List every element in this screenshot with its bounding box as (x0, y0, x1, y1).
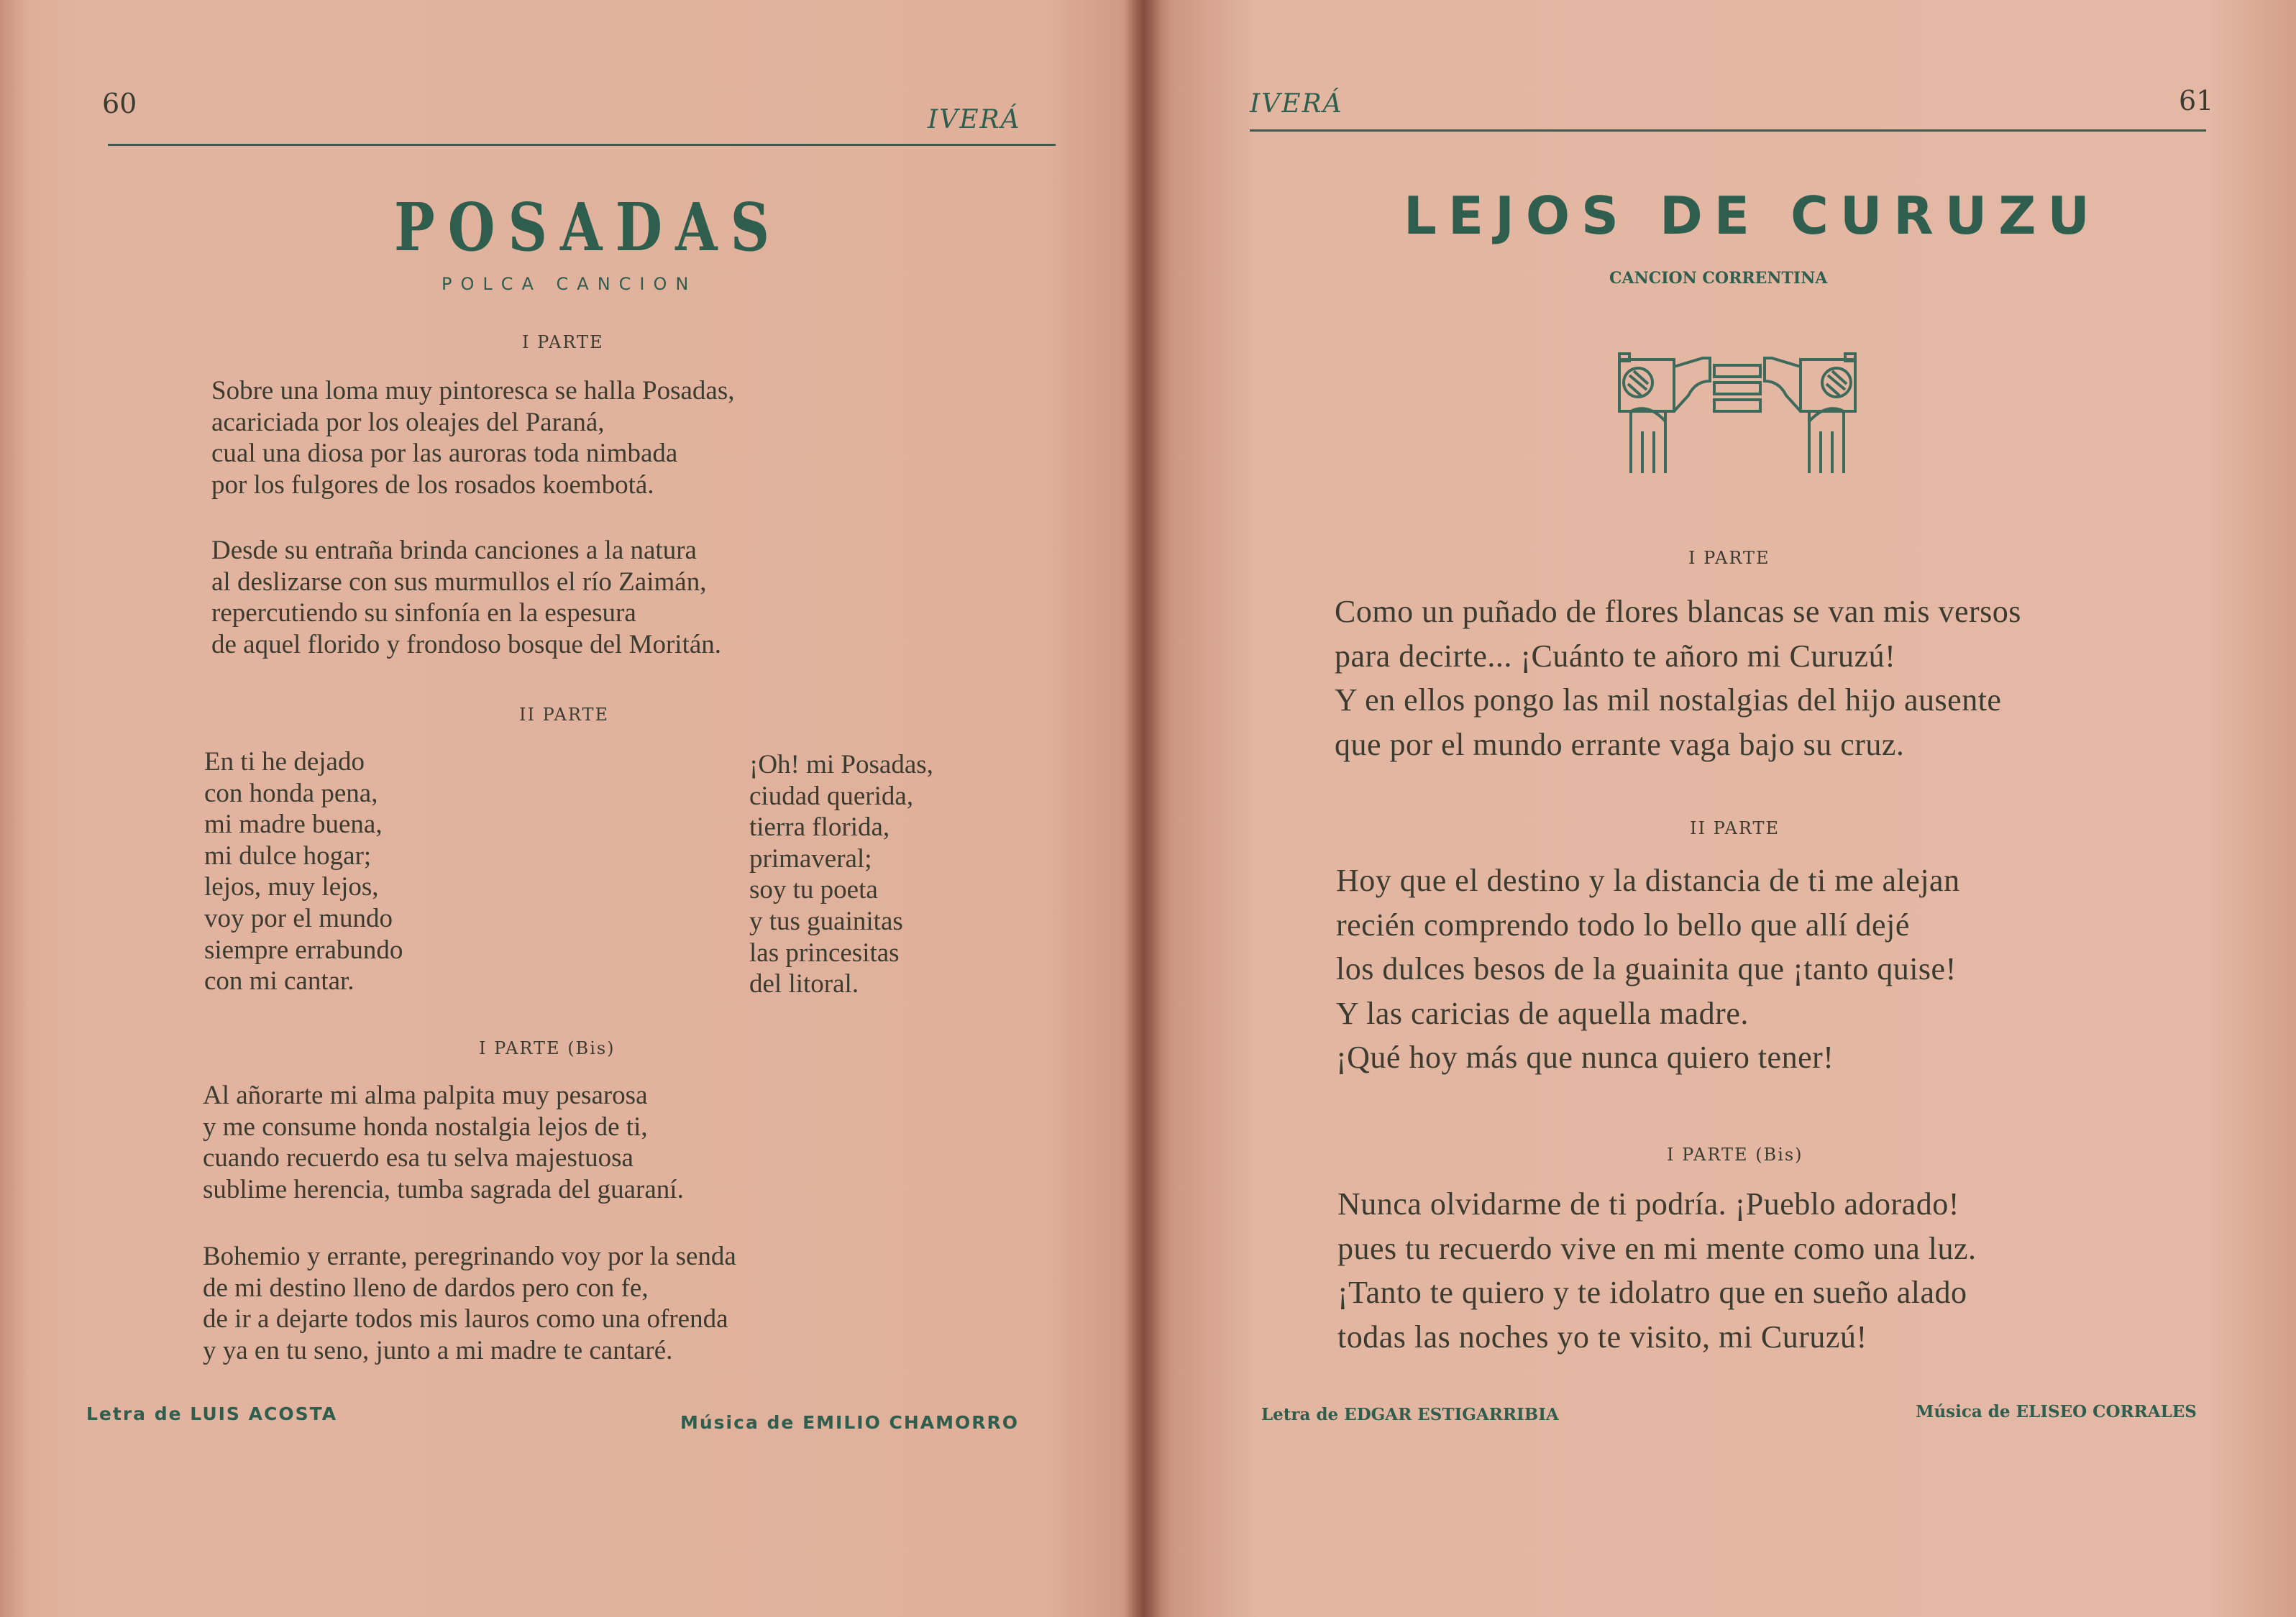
verse-line: recién comprendo todo lo bello que allí dejé (1336, 907, 1910, 943)
verse-line: ciudad querida, (749, 781, 914, 811)
header-rule (108, 144, 1056, 146)
verse-line: tierra florida, (749, 812, 890, 843)
verse-line: y me consume honda nostalgia lejos de ti, (203, 1112, 648, 1142)
stanza-column-right (749, 749, 933, 1000)
section-heading: II PARTE (519, 705, 610, 725)
section-heading: I PARTE (Bis) (1667, 1145, 1803, 1165)
verse-line: voy por el mundo (204, 903, 393, 933)
page-number: 61 (2179, 85, 2214, 116)
verse-line: sublime herencia, tumba sagrada del guaraní. (203, 1174, 684, 1204)
verse-line: los dulces besos de la guainita que ¡tanto quise! (1336, 951, 1957, 986)
verse-line: Bohemio y errante, peregrinando voy por la senda (203, 1242, 736, 1271)
stanza-column-left (204, 746, 403, 997)
verse-line: acariciada por los oleajes del Paraná, (211, 407, 605, 437)
verse-line: de ir a dejarte todos mis lauros como una ofrenda (203, 1304, 728, 1334)
verse-line: cual una diosa por las auroras toda nimbada (211, 439, 678, 469)
verse-line: de mi destino lleno de dardos pero con fe, (203, 1273, 649, 1303)
verse-line: Hoy que el destino y la distancia de ti me alejan (1336, 863, 1960, 898)
verse-line: ¡Oh! mi Posadas, (749, 750, 933, 779)
book-gutter (1125, 0, 1161, 1617)
section-heading: II PARTE (1690, 818, 1780, 838)
section-heading: I PARTE (Bis) (479, 1038, 616, 1058)
section-heading: I PARTE (1688, 548, 1770, 568)
header-rule (1250, 129, 2206, 132)
lyrics-credit: Letra de EDGAR ESTIGARRIBIA (1261, 1405, 1559, 1424)
stanza (211, 535, 721, 660)
verse-line: por los fulgores de los rosados koembotá. (211, 469, 654, 500)
verse-line: Nunca olvidarme de ti podría. ¡Pueblo adorado! (1337, 1186, 1959, 1222)
verse-line: las princesitas (749, 938, 900, 968)
verse-line: cuando recuerdo esa tu selva majestuosa (203, 1143, 634, 1173)
verse-line: ¡Qué hoy más que nunca quiero tener! (1336, 1040, 1834, 1075)
verse-line: ¡Tanto te quiero y te idolatro que en sueño alado (1337, 1275, 1967, 1310)
verse-line: que por el mundo errante vaga bajo su cruz. (1335, 726, 1905, 762)
left-page (0, 0, 1143, 1617)
page-number: 60 (102, 88, 137, 119)
stanza (203, 1080, 684, 1205)
stanza (211, 375, 735, 500)
verse-line: Sobre una loma muy pintoresca se halla Posadas, (211, 376, 735, 406)
verse-line: de aquel florido y frondoso bosque del Moritán. (211, 629, 722, 659)
lyrics-credit: Letra de LUIS ACOSTA (86, 1403, 338, 1424)
running-head: IVERÁ (1250, 89, 1343, 119)
verse-line: y tus guainitas (749, 906, 903, 936)
verse-line: Como un puñado de flores blancas se van mis versos (1335, 594, 2021, 629)
verse-line: para decirte... ¡Cuánto te añoro mi Curuzú! (1335, 638, 1896, 674)
stanza (203, 1241, 736, 1366)
verse-line: Y en ellos pongo las mil nostalgias del hijo ausente (1335, 682, 2002, 718)
stanza (1336, 858, 1960, 1080)
right-page (1143, 0, 2296, 1617)
running-head: IVERÁ (928, 105, 1021, 134)
stanza (1337, 1182, 1977, 1359)
verse-line: lejos, muy lejos, (204, 872, 379, 902)
verse-line: con mi cantar. (204, 966, 355, 997)
music-credit: Música de EMILIO CHAMORRO (680, 1412, 1020, 1433)
verse-line: repercutiendo su sinfonía en la espesura (211, 598, 636, 628)
verse-line: siempre errabundo (204, 935, 403, 965)
verse-line: mi madre buena, (204, 810, 383, 840)
song-subtitle: CANCION CORRENTINA (1609, 269, 1828, 288)
verse-line: mi dulce hogar; (204, 840, 372, 871)
verse-line: al deslizarse con sus murmullos el río Zaimán, (211, 567, 707, 597)
verse-line: soy tu poeta (749, 875, 878, 905)
verse-line: todas las noches yo te visito, mi Curuzú! (1337, 1319, 1867, 1355)
verse-line: Al añorarte mi alma palpita muy pesarosa (203, 1081, 648, 1110)
song-title: POSADAS (394, 188, 783, 266)
stanza (1335, 590, 2021, 766)
verse-line: Desde su entraña brinda canciones a la natura (211, 536, 697, 565)
music-credit: Música de ELISEO CORRALES (1916, 1402, 2197, 1421)
song-title: LEJOS DE CURUZU (1404, 185, 2101, 246)
verse-line: En ti he dejado (204, 747, 365, 777)
section-heading: I PARTE (522, 332, 604, 352)
verse-line: y ya en tu seno, junto a mi madre te cantaré. (203, 1335, 673, 1365)
verse-line: Y las caricias de aquella madre. (1336, 995, 1749, 1031)
song-subtitle: POLCA CANCION (442, 274, 698, 294)
ornament-vignette-icon (1616, 352, 1858, 476)
verse-line: con honda pena, (204, 778, 378, 808)
verse-line: del litoral. (749, 969, 859, 999)
verse-line: primaveral; (749, 843, 872, 874)
verse-line: pues tu recuerdo vive en mi mente como una luz. (1337, 1230, 1977, 1266)
